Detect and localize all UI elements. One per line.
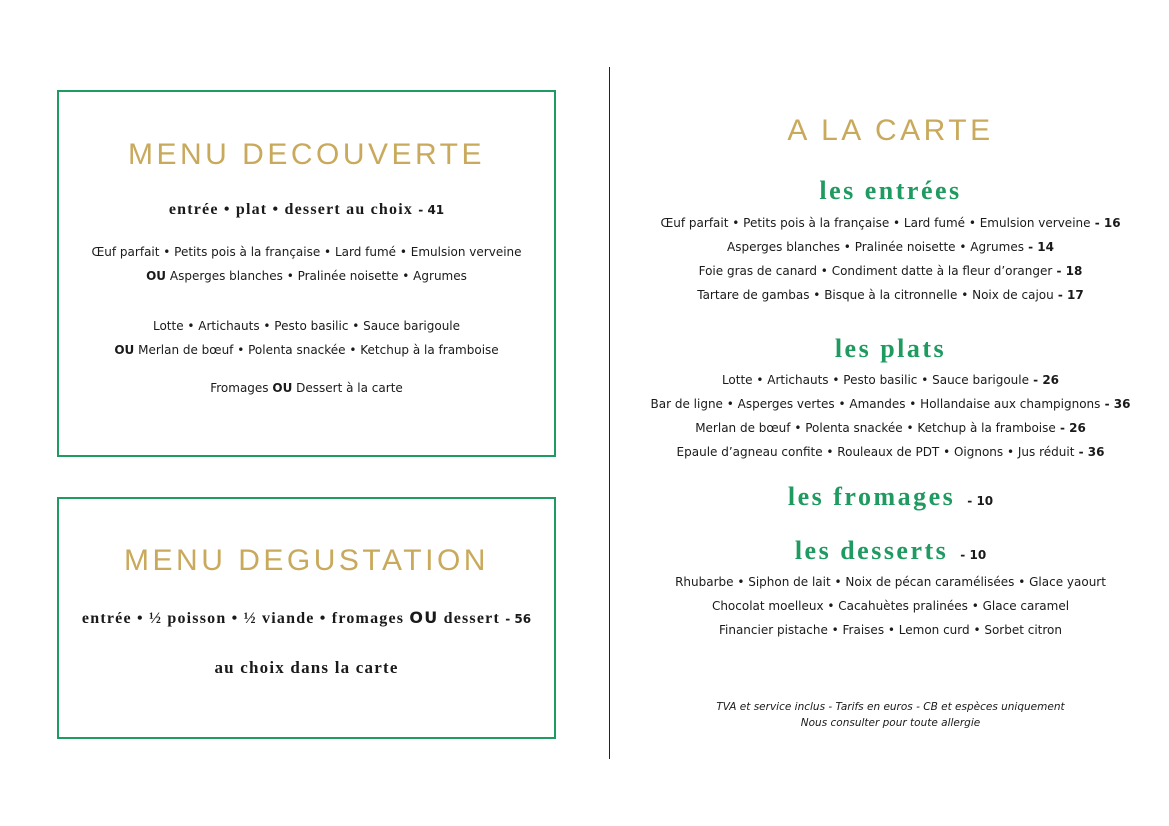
menu-item [612, 288, 1169, 302]
a-la-carte-column [612, 0, 1169, 826]
ou-label: OU [409, 608, 439, 627]
menu-item-name: Tartare de gambas • Bisque à la citronnelle • Noix de cajou [697, 288, 1054, 302]
menu-decouverte-title: MENU DECOUVERTE [128, 138, 485, 171]
fromages-title-text: les fromages [787, 482, 956, 511]
menu-item-price: - 14 [1023, 240, 1055, 254]
section-entrees-title: les entrées [819, 176, 962, 205]
menu-item [612, 575, 1169, 589]
menu-item-name: Lotte • Artichauts • Pesto basilic • Sauce barigoule [721, 373, 1029, 387]
menu-item-price: - 16 [1090, 216, 1121, 230]
a-la-carte-title: A LA CARTE [787, 114, 994, 147]
menu-decouverte-formula: entrée • plat • dessert au choix - 41 [168, 201, 445, 218]
menu-decouverte-box [57, 90, 556, 457]
footer-line-2: Nous consulter pour toute allergie [800, 717, 981, 729]
menu-degustation-subtitle: au choix dans la carte [214, 658, 399, 677]
dessert-option [59, 381, 554, 395]
footer-line-1: TVA et service inclus - Tarifs en euros - CB et espèces uniquement [716, 701, 1065, 713]
formula-price: 56 [514, 612, 532, 626]
plat-option-2 [59, 343, 554, 357]
menu-item-name: Financier pistache • Fraises • Lemon curd • Sorbet citron [718, 623, 1062, 637]
menu-item [612, 264, 1169, 278]
menu-item-name: Œuf parfait • Petits pois à la française • Lard fumé • Emulsion verveine [660, 216, 1091, 230]
menu-item [612, 623, 1169, 637]
menu-item-name: Bar de ligne • Asperges vertes • Amandes • Hollandaise aux champignons [650, 397, 1101, 411]
entree-option-2-text: Asperges blanches • Pralinée noisette • Agrumes [169, 269, 467, 283]
menu-item [612, 599, 1169, 613]
menu-item-name: Rhubarbe • Siphon de lait • Noix de pécan caramélisées • Glace yaourt [675, 575, 1106, 589]
desserts-price: 10 [969, 548, 987, 562]
dessert-carte-text: Dessert à la carte [296, 381, 403, 395]
menu-item-name: Chocolat moelleux • Cacahuètes pralinées • Glace caramel [711, 599, 1070, 613]
menu-item-price: - 36 [1100, 397, 1131, 411]
section-fromages-title: les fromages - 10 [787, 482, 994, 511]
plat-option-2-text: Merlan de bœuf • Polenta snackée • Ketchup à la framboise [138, 343, 499, 357]
menu-item [612, 216, 1169, 230]
formula-price: 41 [427, 203, 445, 217]
menu-item-price: - 17 [1053, 288, 1084, 302]
menu-item [612, 421, 1169, 435]
menu-item-name: Asperges blanches • Pralinée noisette • Agrumes [726, 240, 1024, 254]
fromages-text: Fromages [210, 381, 269, 395]
ou-label: OU [114, 343, 135, 357]
desserts-title-text: les desserts [794, 536, 949, 565]
formula-text: entrée • plat • dessert au choix [168, 201, 414, 218]
entree-option-1: Œuf parfait • Petits pois à la française • Lard fumé • Emulsion verveine [91, 245, 522, 259]
fromages-price: 10 [976, 494, 994, 508]
menu-item [612, 240, 1169, 254]
formula-text-2: dessert [443, 610, 500, 627]
menu-item-name: Epaule d’agneau confite • Rouleaux de PDT • Oignons • Jus réduit [676, 445, 1075, 459]
entree-option-2 [59, 269, 554, 283]
section-desserts-title: les desserts - 10 [794, 536, 987, 565]
section-plats-title: les plats [834, 334, 947, 363]
menu-degustation-title: MENU DEGUSTATION [124, 544, 489, 577]
menu-item [612, 445, 1169, 459]
menu-item-name: Foie gras de canard • Condiment datte à la fleur d’oranger [698, 264, 1053, 278]
menu-item [612, 397, 1169, 411]
menu-degustation-box [57, 497, 556, 739]
menu-item [612, 373, 1169, 387]
formula-text-1: entrée • ½ poisson • ½ viande • fromages [81, 610, 405, 627]
menu-item-price: - 26 [1029, 373, 1060, 387]
plat-option-1: Lotte • Artichauts • Pesto basilic • Sauce barigoule [152, 319, 461, 333]
menu-item-price: - 36 [1074, 445, 1105, 459]
menu-item-price: - 26 [1055, 421, 1086, 435]
menu-item-name: Merlan de bœuf • Polenta snackée • Ketchup à la framboise [695, 421, 1056, 435]
ou-label: OU [272, 381, 293, 395]
menu-degustation-formula: entrée • ½ poisson • ½ viande • fromages OU dessert - 56 [81, 608, 532, 627]
vertical-divider [609, 67, 610, 759]
menu-item-price: - 18 [1052, 264, 1083, 278]
ou-label: OU [146, 269, 167, 283]
